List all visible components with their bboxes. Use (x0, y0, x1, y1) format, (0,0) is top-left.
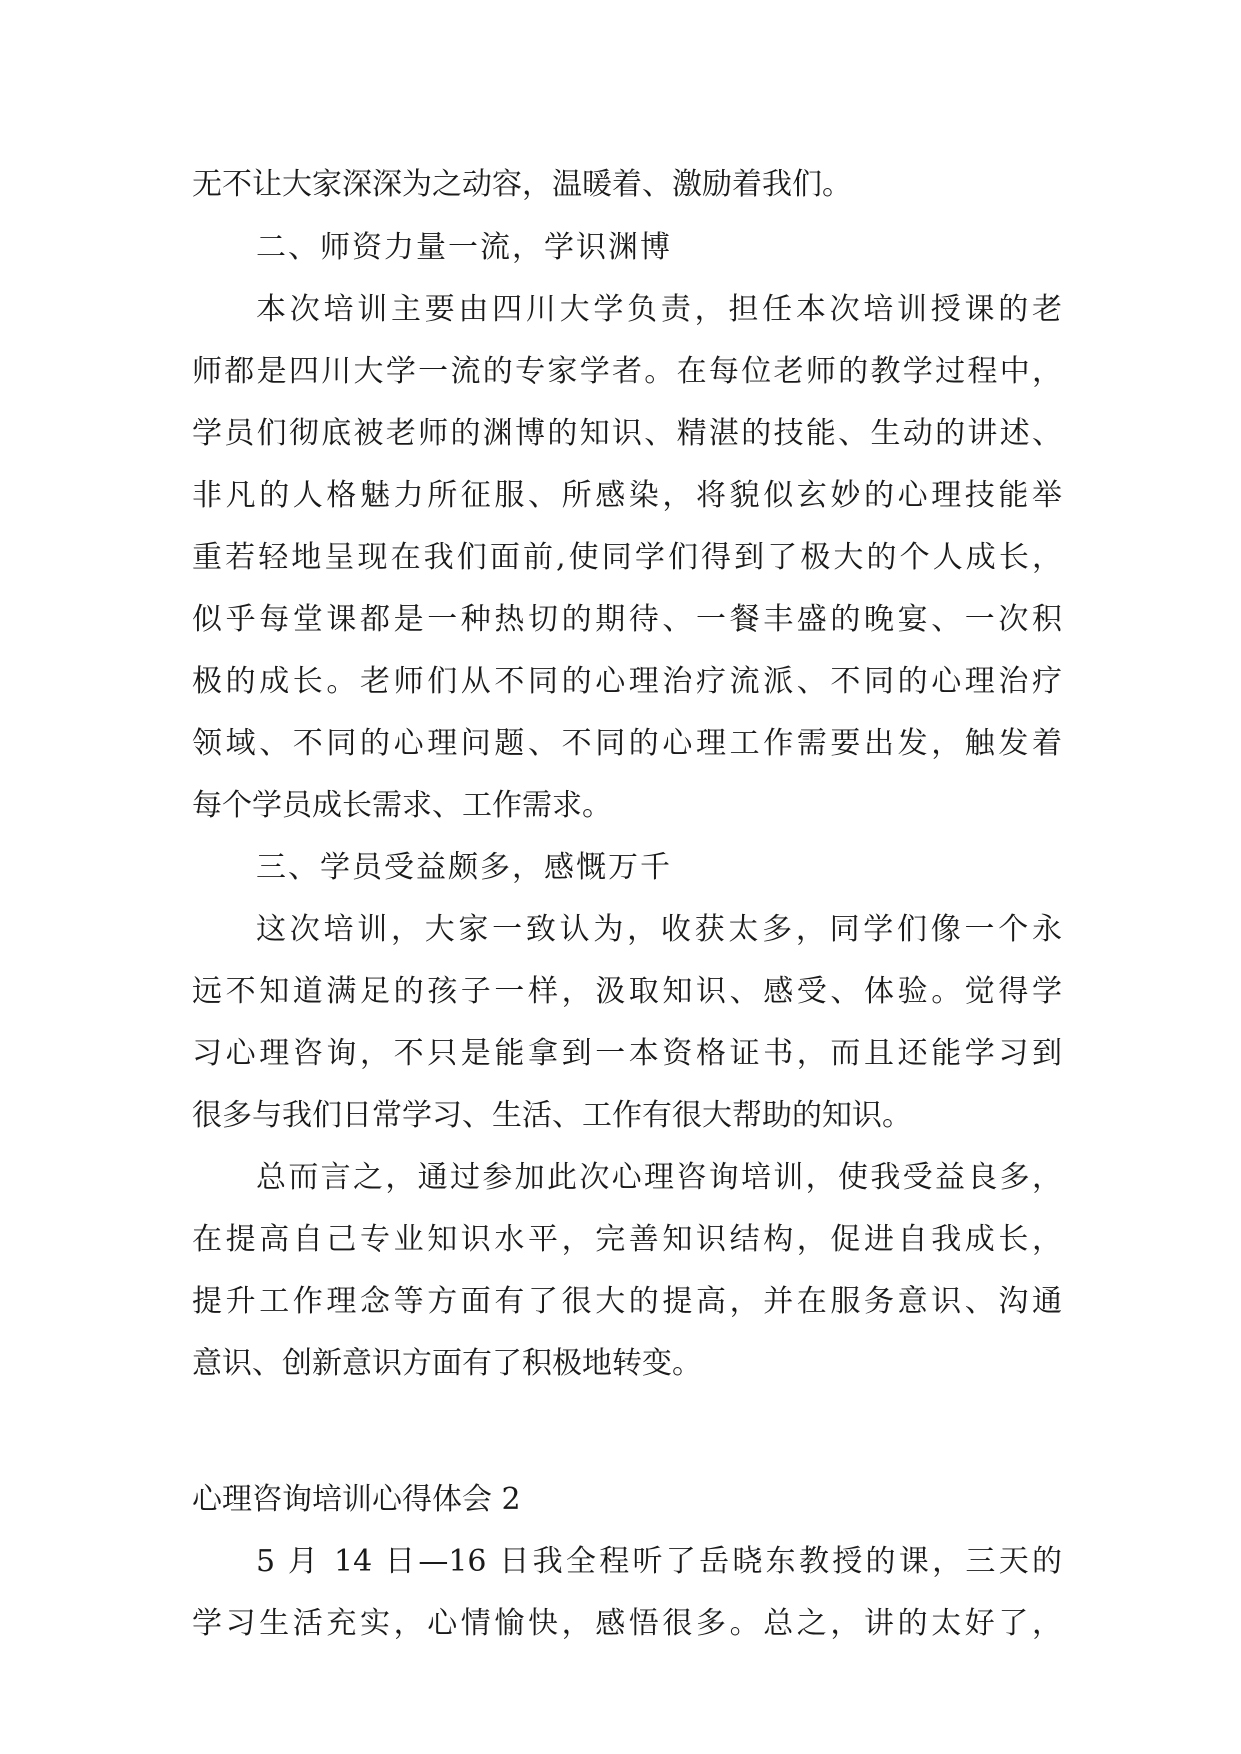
paragraph-line: 非凡的人格魅力所征服、所感染，将貌似玄妙的心理技能举 (192, 478, 1062, 513)
paragraph-line: 学员们彻底被老师的渊博的知识、精湛的技能、生动的讲述、 (192, 416, 1062, 451)
paragraph-line: 5 月 14 日—16 日我全程听了岳晓东教授的课，三天的 (256, 1544, 1062, 1579)
continuation-line: 无不让大家深深为之动容，温暖着、激励着我们。 (192, 167, 852, 202)
paragraph-line: 总而言之，通过参加此次心理咨询培训，使我受益良多， (256, 1160, 1062, 1195)
section-heading-2: 二、师资力量一流，学识渊博 (256, 230, 672, 265)
paragraph-line: 在提高自己专业知识水平，完善知识结构，促进自我成长， (192, 1222, 1062, 1257)
paragraph-line: 这次培训，大家一致认为，收获太多，同学们像一个永 (256, 912, 1062, 947)
paragraph-line: 每个学员成长需求、工作需求。 (192, 788, 612, 823)
paragraph-line: 提升工作理念等方面有了很大的提高，并在服务意识、沟通 (192, 1284, 1062, 1319)
paragraph-line: 很多与我们日常学习、生活、工作有很大帮助的知识。 (192, 1098, 912, 1133)
paragraph-line: 领域、不同的心理问题、不同的心理工作需要出发，触发着 (192, 726, 1062, 761)
paragraph-line: 本次培训主要由四川大学负责，担任本次培训授课的老 (256, 292, 1062, 327)
section-title-2: 心理咨询培训心得体会 2 (192, 1482, 521, 1517)
paragraph-line: 学习生活充实，心情愉快，感悟很多。总之，讲的太好了， (192, 1606, 1062, 1641)
paragraph-line: 习心理咨询，不只是能拿到一本资格证书，而且还能学习到 (192, 1036, 1062, 1071)
paragraph-line: 师都是四川大学一流的专家学者。在每位老师的教学过程中， (192, 354, 1062, 389)
paragraph-line: 极的成长。老师们从不同的心理治疗流派、不同的心理治疗 (192, 664, 1062, 699)
paragraph-line: 似乎每堂课都是一种热切的期待、一餐丰盛的晚宴、一次积 (192, 602, 1062, 637)
paragraph-line: 意识、创新意识方面有了积极地转变。 (192, 1346, 702, 1381)
paragraph-line: 重若轻地呈现在我们面前,使同学们得到了极大的个人成长， (192, 540, 1062, 575)
section-heading-3: 三、学员受益颇多，感慨万千 (256, 850, 672, 885)
paragraph-line: 远不知道满足的孩子一样，汲取知识、感受、体验。觉得学 (192, 974, 1062, 1009)
